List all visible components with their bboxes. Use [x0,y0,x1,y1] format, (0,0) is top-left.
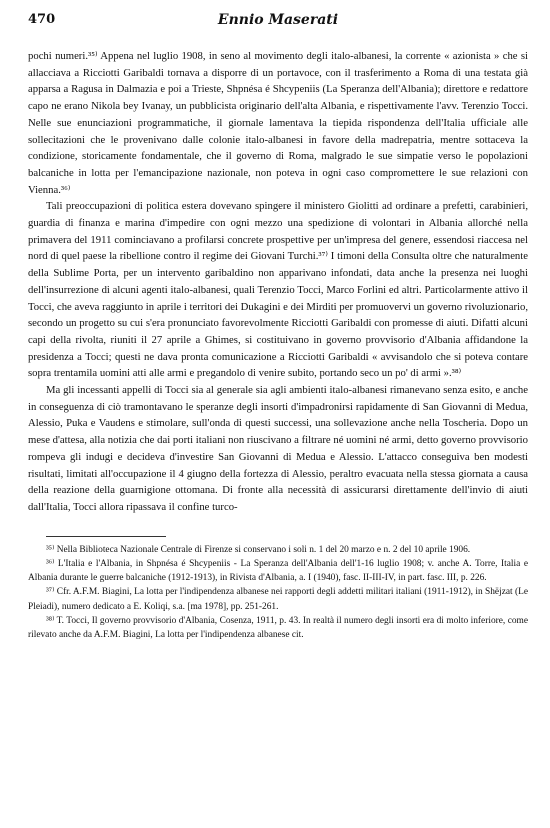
footnote-36: ³⁶⁾ L'Italia e l'Albania, in Shpnésa é Shcypeniis - La Speranza dell'Albania dell'1-16 luglio 1908; v. anche A. Torre, Italia e Albania durante le guerre balcaniche (1912-1913), in Rivista d'Albania, a. I (1940), fasc. II-III-IV, in part. fasc. III, p. 226. [28,558,528,584]
page-header [28,12,528,34]
running-title: Ennio Maserati [217,12,339,28]
body-text [28,48,528,516]
footnote-38: ³⁸⁾ T. Tocci, Il governo provvisorio d'Albania, Cosenza, 1911, p. 43. In realtà il numero degli insorti era di molto inferiore, come rilevato anche da A.F.M. Biagini, La lotta per l'indipendenza albanese cit. [28,615,528,640]
paragraph: Ma gli incessanti appelli di Tocci sia al generale sia agli ambienti italo-albanesi rimanevano senza esito, e anche in conseguenza di ciò tramontavano le speranze degli insorti d'impadronirsi rapidamente di San Giovanni di Medua, Alessio, Puka e Vaudens e stimolare, sull'onda di questi successi, una sollevazione anche nella Toscheria. Dopo un mese d'attesa, alla notizia che dai porti italiani non riuscivano a filtrare né uomini né armi, detto governo provvisorio rompeva gli indugi e decideva d'investire San Giovanni di Medua e Alessio. L'attacco conseguiva ben modesti risultati, limitati all'occupazione il 4 giugno della fortezza di Alessio, peraltro evacuata nella stessa giornata a causa della reazione della guarnigione ottomana. Di fronte alla necessità di assicurarsi direttamente dell'invio di aiuti dall'Italia, Tocci allora ripassava il confine turco- [28,384,528,513]
footnotes [28,543,528,642]
footnote-35: ³⁵⁾ Nella Biblioteca Nazionale Centrale di Firenze si conservano i soli n. 1 del 20 marzo e n. 2 del 10 aprile 1906. [46,544,471,555]
footnote-37: ³⁷⁾ Cfr. A.F.M. Biagini, La lotta per l'indipendenza albanese nei rapporti degli addetti militari italiani (1911-1912), in Shëjzat (Le Pleiadi), numero dedicato a E. Koliqi, s.a. [ma 1978], pp. 251-261. [28,587,528,612]
page-number: 470 [28,12,56,27]
page [28,12,528,642]
paragraph: Tali preoccupazioni di politica estera dovevano spingere il ministero Giolitti ad ordinare a prefetti, carabinieri, guardia di finanza e marina d'impedire con ogni mezzo una spedizione di volontari in Albania allorché nella primavera del 1911 cominciavano a profilarsi concrete prospettive per un'impresa del genere, essendosi riaccesa nel nord di quel paese la ribellione contro il regime dei Giovani Turchi.³⁷⁾ I timoni della Consulta oltre che naturalmente della Sublime Porta, per un intervento garibaldino non apparivano infondati, data anche la presenza nei luoghi dell'insurrezione di alcuni agenti italo-albanesi, quali Terenzio Tocci, Marco Forlini ed altri. Particolarmente attivo il Tocci, che aveva raggiunto in aprile i territori dei Dukagini e dei Mirditi per promuovervi un governo rivoluzionario, secondo un progetto su cui s'era pronunciato favorevolmente Ricciotti Garibaldi con promesse di aiuti. Difatti alcuni capi della rivolta, riuniti il 27 aprile a Ghimes, si costituivano in governo provvisorio d'Albania affidandone la presidenza a Tocci; questi ne dava pronta comunicazione a Ricciotti Garibaldi « avvisandolo che si poteva contare sopra trentamila uomini atti alle armi e pregandolo di venire subito, portando seco un po' di armi ».³⁸⁾ [28,200,528,380]
paragraph: pochi numeri.³⁵⁾ Appena nel luglio 1908, in seno al movimento degli italo-albanesi, la corrente « azionista » che si allacciava a Ricciotti Garibaldi tornava a disporre di un portavoce, con il trasferimento a Roma di una testata già apparsa a Ragusa in Dalmazia e poi a Trieste, Shpnésa é Shcypeniis (La Speranza dell'Albania); direttore e redattore capo ne erano Nikola bey Ivanay, un pubblicista originario dell'alta Albania, e rispettivamente l'avv. Terenzio Tocci. Nelle sue enunciazioni programmatiche, il giornale lamentava la tiepida rispondenza dell'Italia ufficiale alle sollecitazioni che le provenivano dalle colonie italo-albanesi in favore della madrepatria, mentre sottaceva la condizione, storicamente fondamentale, che il governo di Roma, malgrado le sue simpatie verso le popolazioni balcaniche in lotta per l'emancipazione nazionale, non poteva in ogni caso compromettere le sue relazioni con Vienna.³⁶⁾ [28,50,528,196]
footnote-rule [46,536,166,537]
